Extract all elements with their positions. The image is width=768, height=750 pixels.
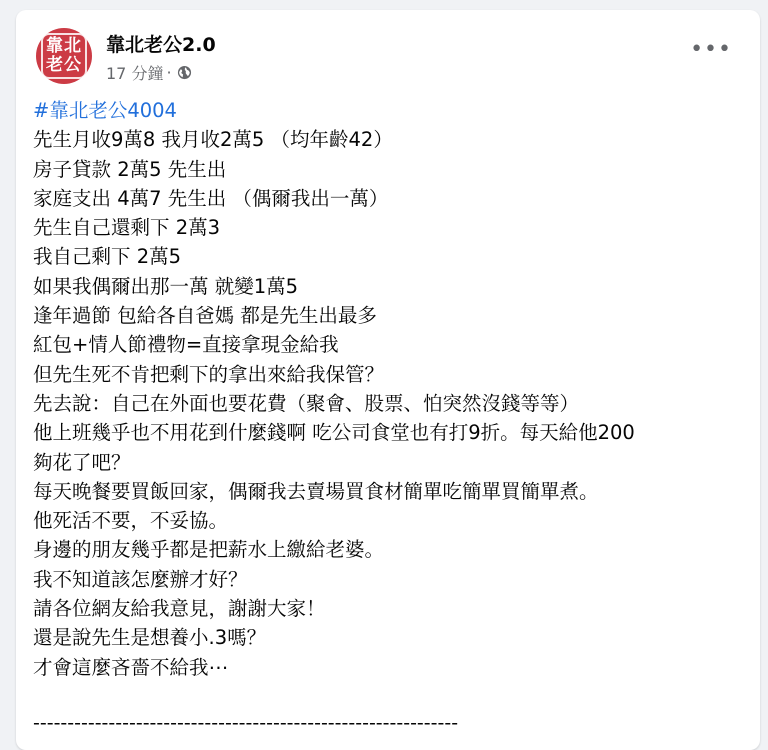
post-card	[16, 10, 760, 750]
post-line: 才會這麼吝嗇不給我⋯	[33, 655, 229, 679]
avatar-logo	[41, 33, 87, 79]
post-line: 房子貸款 2萬5 先生出	[33, 157, 227, 181]
post-line: 但先生死不肯把剩下的拿出來給我保管？	[33, 362, 385, 386]
post-line: 先去說：自己在外面也要花費（聚會、股票、怕突然沒錢等等）	[33, 391, 580, 415]
page-name-link[interactable]: 靠北老公2.0	[106, 34, 216, 56]
post-line: 夠花了吧？	[33, 450, 131, 474]
globe-icon[interactable]	[177, 65, 192, 80]
post-line: 每天晚餐要買飯回家，偶爾我去賣場買食材簡單吃簡單買簡單煮。	[33, 479, 599, 503]
post-line: 我不知道該怎麼辦才好？	[33, 567, 248, 591]
avatar-text-top: 靠北	[46, 36, 82, 56]
post-line: 還是說先生是想養小.3嗎？	[33, 626, 267, 650]
post-timestamp[interactable]: 17 分鐘	[106, 64, 164, 83]
post-meta	[106, 61, 192, 84]
meta-separator: ·	[166, 63, 172, 82]
post-line: 家庭支出 4萬7 先生出 （偶爾我出一萬）	[33, 186, 389, 210]
post-line: 他死活不要，不妥協。	[33, 509, 229, 533]
more-options-icon[interactable]: •••	[690, 37, 732, 62]
post-line: 先生自己還剩下 2萬3	[33, 216, 221, 240]
post-line: 請各位網友給我意見，謝謝大家！	[33, 597, 326, 621]
post-line: 他上班幾乎也不用花到什麼錢啊 吃公司食堂也有打9折。每天給他200	[33, 421, 635, 445]
avatar-text-bottom: 老公	[46, 55, 82, 75]
post-line: 如果我偶爾出那一萬 就變1萬5	[33, 274, 299, 298]
post-line: 身邊的朋友幾乎都是把薪水上繳給老婆。	[33, 538, 385, 562]
page-avatar[interactable]	[36, 28, 92, 84]
post-line: 逢年過節 包給各自爸媽 都是先生出最多	[33, 304, 377, 328]
hashtag-link[interactable]: #靠北老公4004	[33, 99, 177, 122]
post-line: 我自己剩下 2萬5	[33, 245, 182, 269]
text-divider: --------------------------------------------------------------	[33, 712, 459, 734]
post-body	[33, 96, 748, 682]
post-line: 紅包+情人節禮物=直接拿現金給我	[33, 333, 339, 357]
post-line: 先生月收9萬8 我月收2萬5 （均年齡42）	[33, 128, 393, 152]
